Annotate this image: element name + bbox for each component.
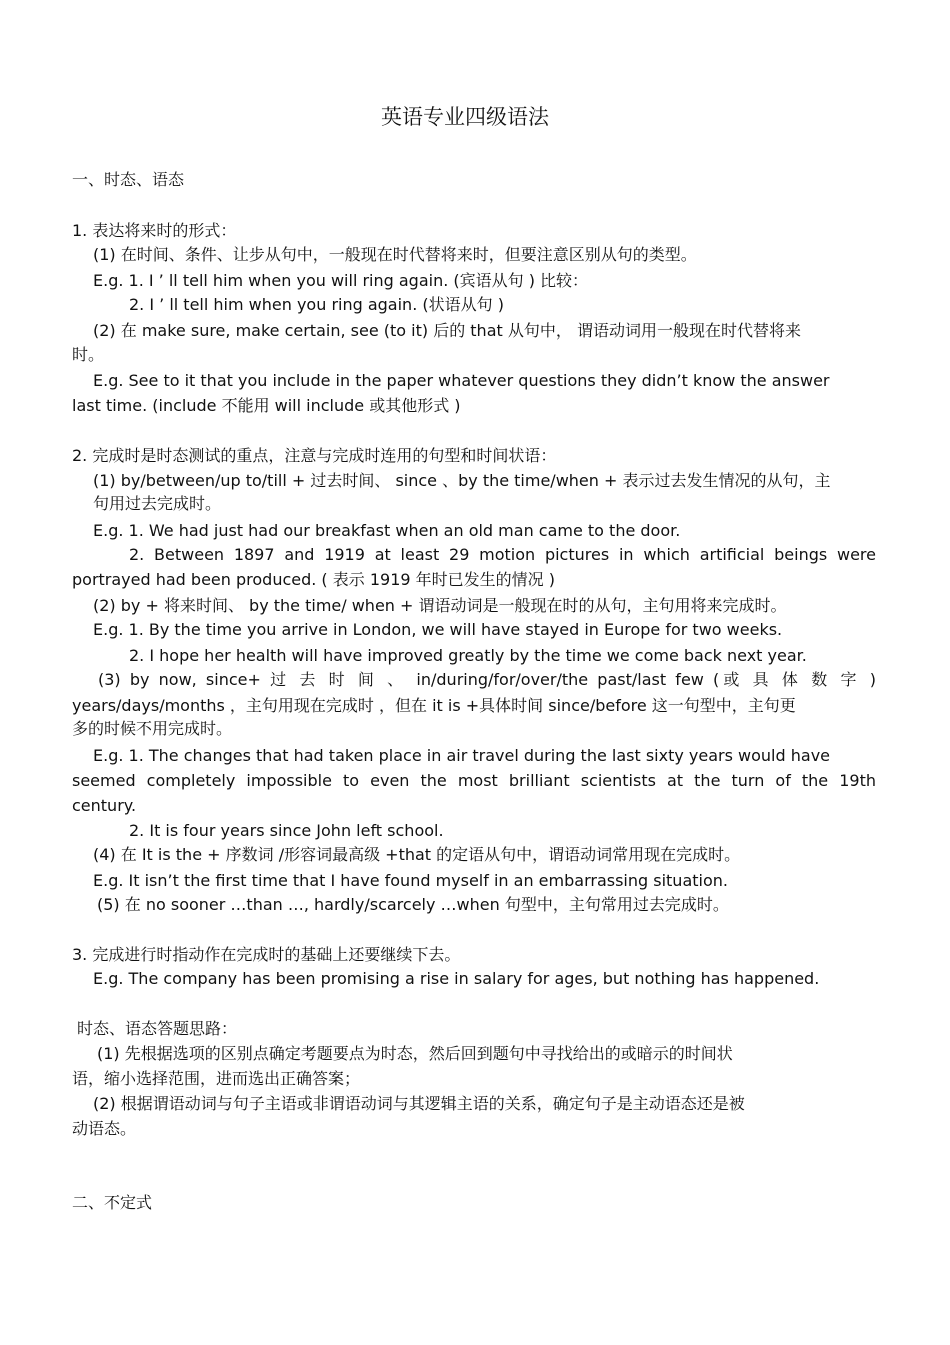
example-2-7: E.g. It isn’t the first time that I have found myself in an embarrassing situation.: [93, 871, 728, 890]
rule-2-3: (3) by now, since+ 过 去 时 间 、 in/during/for/over/the past/last few (或 具 体 数 字 ): [98, 670, 876, 689]
rule-2-3-cont2: 多的时候不用完成时。: [72, 719, 233, 738]
section-heading-tense-voice: 一、时态、语态: [72, 170, 185, 189]
rule-2-1-cont: 句用过去完成时。: [93, 494, 222, 513]
point-3-heading: 3. 完成进行时指动作在完成时的基础上还要继续下去。: [72, 945, 461, 964]
rule-1-1: (1) 在时间、条件、让步从句中，一般现在时代替将来时，但要注意区别从句的类型。: [93, 245, 697, 264]
rule-1-2: (2) 在 make sure, make certain, see (to it) 后的 that 从句中， 谓语动词用一般现在时代替将来: [93, 321, 801, 340]
example-2-1: E.g. 1. We had just had our breakfast when an old man came to the door.: [93, 521, 681, 540]
page-title: 英语专业四级语法: [381, 105, 549, 129]
rule-2-2: (2) by + 将来时间、 by the time/ when + 谓语动词是一般现在时的从句，主句用将来完成时。: [93, 596, 787, 615]
rule-1-2-cont: 时。: [72, 345, 105, 364]
example-1-2: 2. I ’ ll tell him when you ring again. (状语从句 ): [129, 295, 504, 314]
example-1-3: E.g. See to it that you include in the paper whatever questions they didn’t know the answer: [93, 371, 830, 390]
example-2-3: E.g. 1. By the time you arrive in London, we will have stayed in Europe for two weeks.: [93, 620, 783, 639]
example-2-6: 2. It is four years since John left school.: [129, 821, 444, 840]
point-2-heading: 2. 完成时是时态测试的重点，注意与完成时连用的句型和时间状语：: [72, 446, 557, 465]
example-3-1: E.g. The company has been promising a rise in salary for ages, but nothing has happened.: [93, 969, 820, 988]
section-heading-infinitive: 二、不定式: [72, 1193, 153, 1212]
tip-1: (1) 先根据选项的区别点确定考题要点为时态，然后回到题句中寻找给出的或暗示的时间状: [97, 1044, 733, 1063]
point-1-heading: 1. 表达将来时的形式：: [72, 221, 237, 240]
tip-2-cont: 动语态。: [72, 1119, 137, 1138]
example-2-5: E.g. 1. The changes that had taken place in air travel during the last sixty years would have: [93, 746, 830, 765]
example-1-1: E.g. 1. I ’ ll tell him when you will ring again. (宾语从句 ) 比较：: [93, 271, 589, 290]
rule-2-3-cont: years/days/months ，主句用现在完成时 ，但在 it is +具体时间 since/before 这一句型中，主句更: [72, 696, 796, 715]
example-1-3-cont: last time. (include 不能用 will include 或其他形式 ): [72, 396, 461, 415]
rule-2-4: (4) 在 It is the + 序数词 /形容词最高级 +that 的定语从句中，谓语动词常用现在完成时。: [93, 845, 741, 864]
example-2-5-cont: seemed completely impossible to even the most brilliant scientists at the turn of the 19th: [72, 771, 876, 790]
example-2-4: 2. I hope her health will have improved greatly by the time we come back next year.: [129, 646, 807, 665]
tips-heading: 时态、语态答题思路：: [77, 1019, 238, 1038]
rule-2-5: (5) 在 no sooner …than …, hardly/scarcely …when 句型中，主句常用过去完成时。: [97, 895, 729, 914]
tip-2: (2) 根据谓语动词与句子主语或非谓语动词与其逻辑主语的关系，确定句子是主动语态还是被: [93, 1094, 745, 1113]
rule-2-1: (1) by/between/up to/till + 过去时间、 since 、by the time/when + 表示过去发生情况的从句，主: [93, 471, 831, 490]
tip-1-cont: 语，缩小选择范围，进而选出正确答案；: [72, 1069, 361, 1088]
example-2-5-cont2: century.: [72, 796, 137, 815]
example-2-2: 2. Between 1897 and 1919 at least 29 motion pictures in which artificial beings were: [129, 545, 876, 564]
example-2-2-cont: portrayed had been produced. ( 表示 1919 年时已发生的情况 ): [72, 570, 555, 589]
